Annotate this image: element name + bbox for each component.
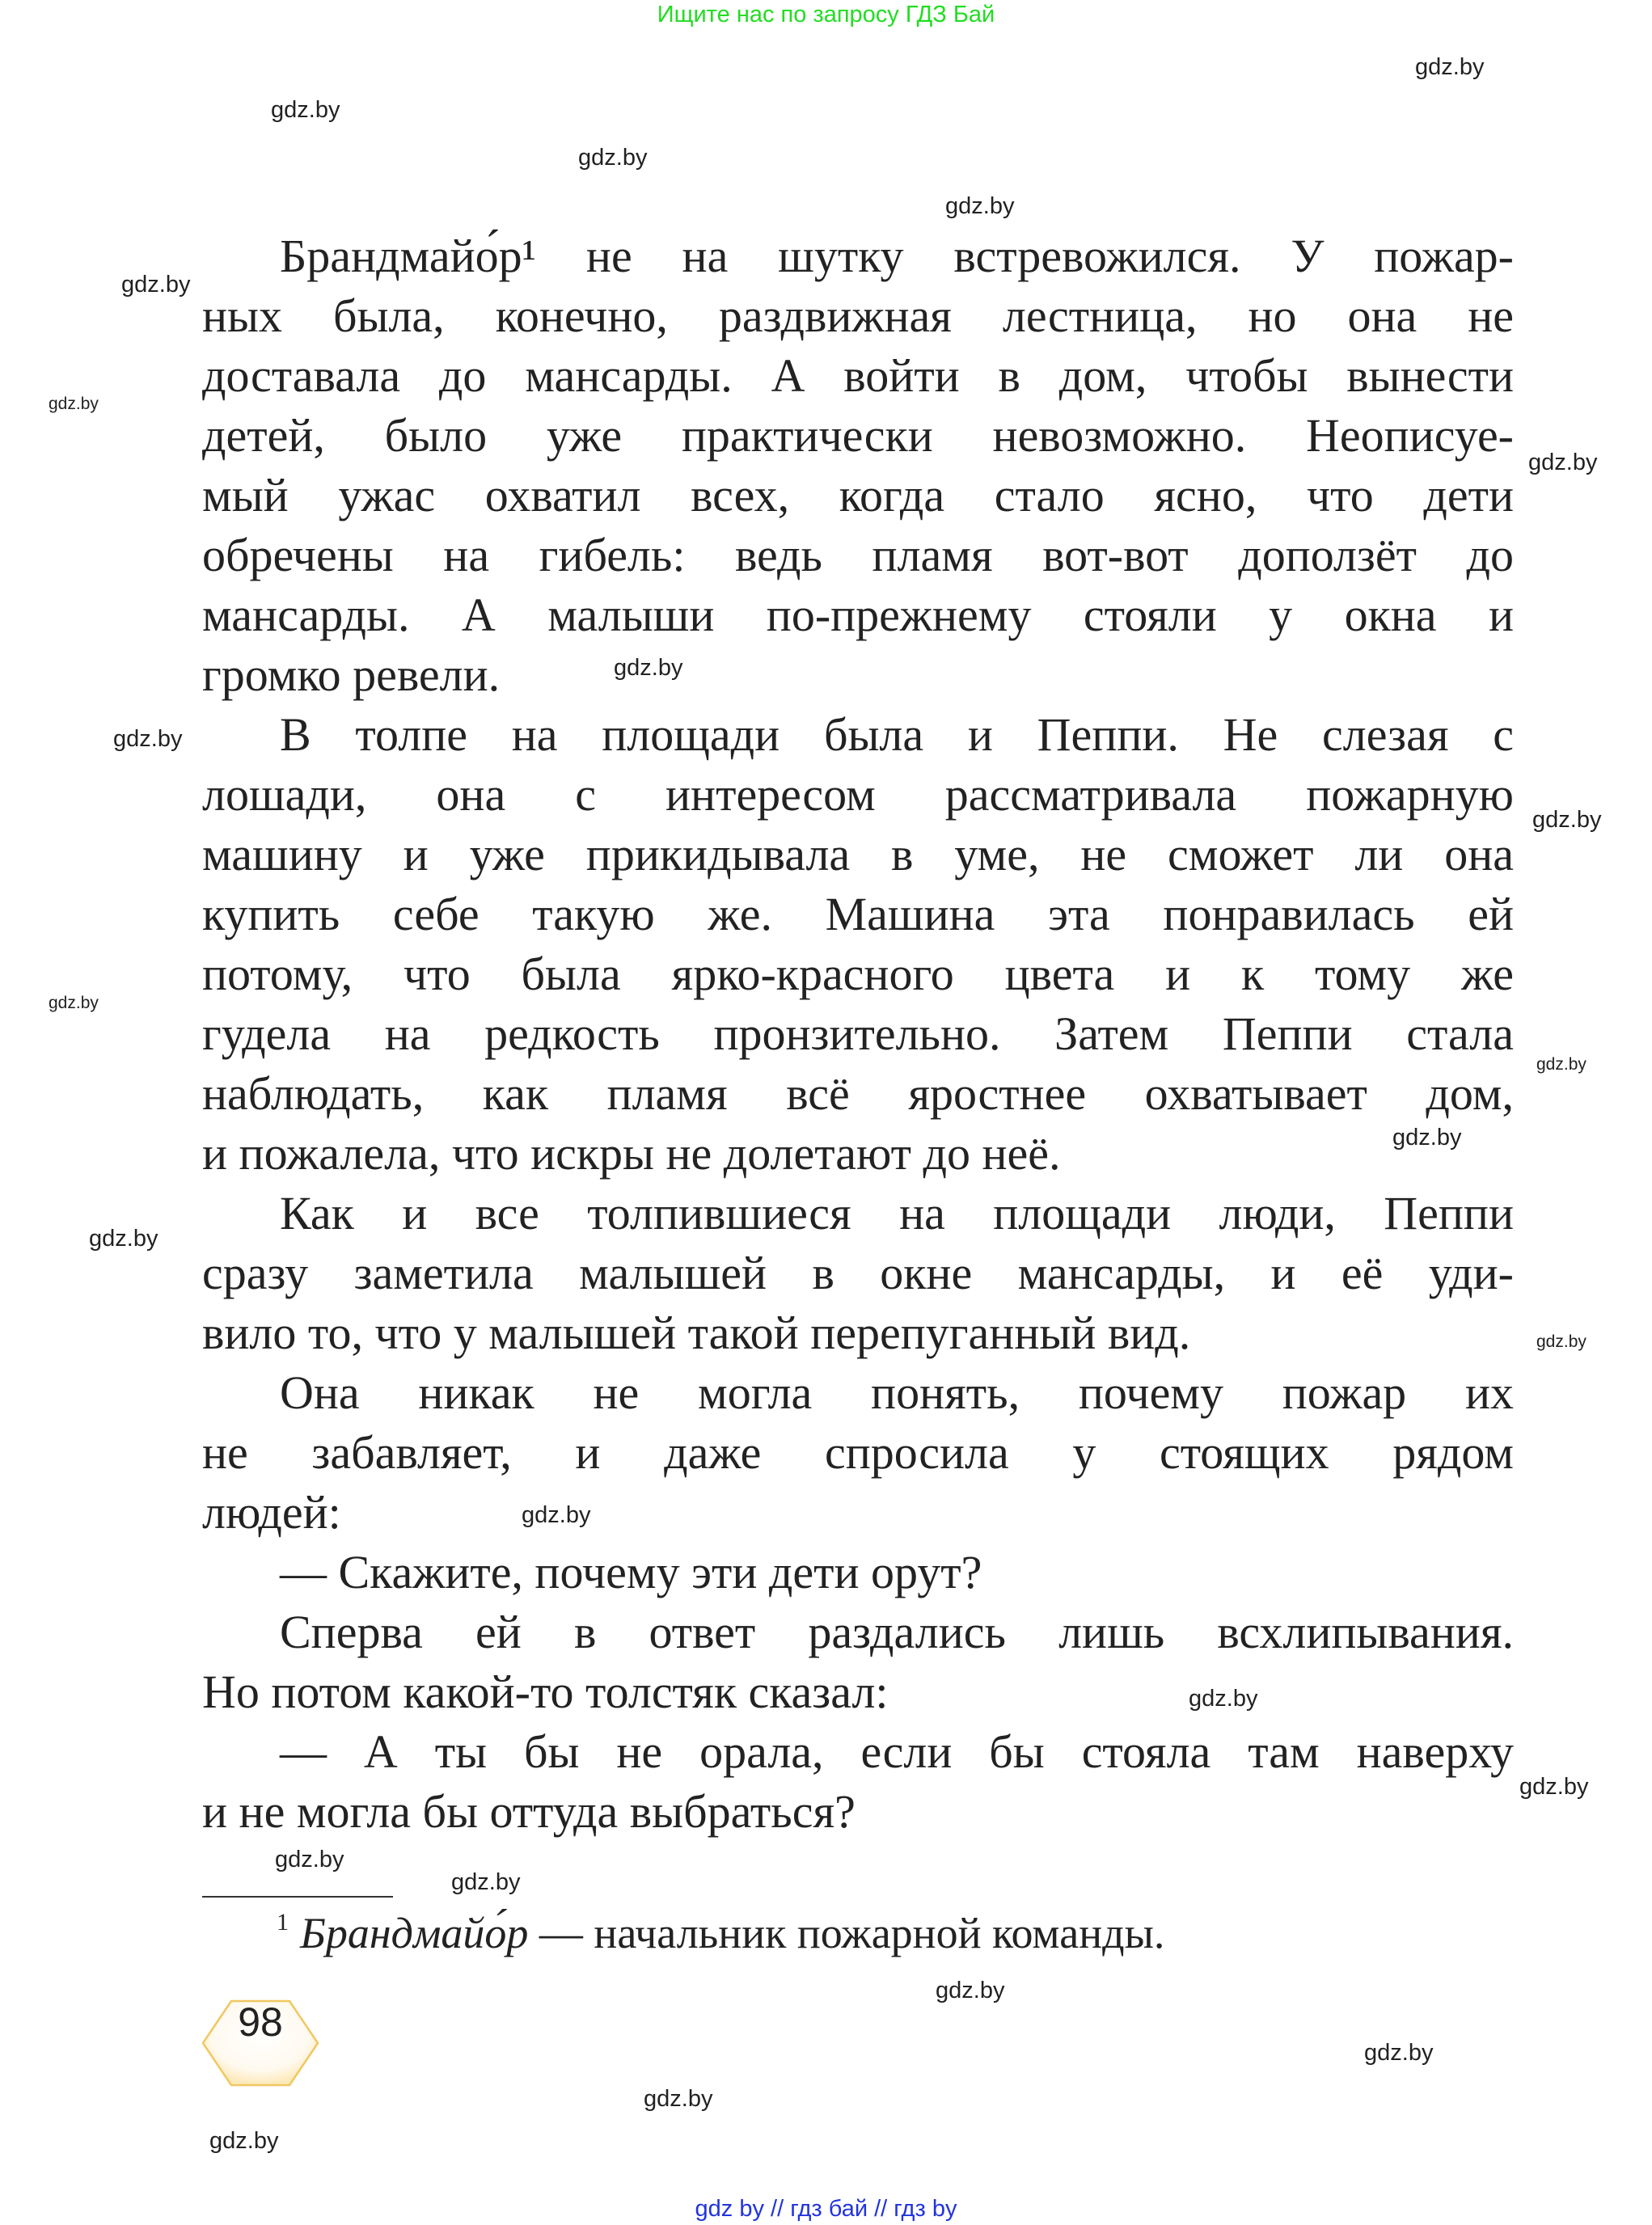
watermark: gdz.by <box>1519 1774 1589 1800</box>
text-line: и пожалела, что искры не долетают до неё. <box>202 1127 1061 1180</box>
text-line: Сперва ей в ответ раздались лишь всхлипывания. <box>280 1606 1514 1658</box>
watermark: gdz.by <box>1532 807 1602 833</box>
watermark: gdz.by <box>275 1847 344 1872</box>
text-line: людей: <box>202 1486 341 1539</box>
watermark: gdz.by <box>113 726 183 752</box>
text-line: мансарды. А малыши по-прежнему стояли у окна и <box>202 589 1514 641</box>
watermark: gdz.by <box>271 97 340 123</box>
text-line: В толпе на площади была и Пеппи. Не слезая с <box>280 708 1514 761</box>
text-line: машину и уже прикидывала в уме, не сможет ли она <box>202 828 1514 880</box>
text-line: — Скажите, почему эти дети орут? <box>280 1546 982 1598</box>
watermark: gdz.by <box>945 193 1015 219</box>
watermark: gdz.by <box>89 1226 158 1252</box>
text-line: вило то, что у малышей такой перепуганный вид. <box>202 1307 1191 1359</box>
text-line: лошади, она с интересом рассматривала пожарную <box>202 768 1514 821</box>
text-line: наблюдать, как пламя всё яростнее охватывает дом, <box>202 1067 1514 1120</box>
text-line: и не могла бы оттуда выбраться? <box>202 1785 856 1838</box>
text-line: потому, что была ярко-красного цвета и к тому же <box>202 948 1514 1000</box>
footnote-marker: 1 <box>277 1909 289 1936</box>
text-line: детей, было уже практически невозможно. Неописуе- <box>202 409 1514 462</box>
text-line: не забавляет, и даже спросила у стоящих рядом <box>202 1426 1514 1479</box>
watermark: gdz.by <box>451 1869 521 1895</box>
watermark: gdz.by <box>209 2128 279 2154</box>
bottom-banner[interactable]: gdz by // гдз бай // гдз by <box>695 2196 957 2222</box>
text-line: купить себе такую же. Машина эта понравилась ей <box>202 888 1514 940</box>
watermark: gdz.by <box>1189 1686 1258 1712</box>
page-number-badge <box>201 1999 320 2088</box>
footnote-divider <box>202 1896 393 1898</box>
text-line: обречены на гибель: ведь пламя вот-вот доползёт до <box>202 529 1514 581</box>
story-text <box>202 226 1514 1842</box>
text-line: — А ты бы не орала, если бы стояла там наверху <box>280 1725 1514 1778</box>
watermark: gdz.by <box>522 1502 591 1528</box>
watermark: gdz.by <box>1528 450 1598 475</box>
watermark: gdz.by <box>1536 1055 1587 1074</box>
text-line: ных была, конечно, раздвижная лестница, но она не <box>202 289 1514 342</box>
watermark: gdz.by <box>614 655 683 681</box>
text-line: громко ревели. <box>202 648 501 701</box>
watermark: gdz.by <box>1392 1125 1462 1150</box>
watermark: gdz.by <box>1415 54 1485 80</box>
text-line: Но потом какой-то толстяк сказал: <box>202 1666 889 1718</box>
footnote <box>277 1906 1164 1960</box>
text-line: доставала до мансарды. А войти в дом, чтобы вынести <box>202 349 1514 402</box>
text-line: сразу заметила малышей в окне мансарды, и её уди- <box>202 1247 1514 1299</box>
watermark: gdz.by <box>1364 2040 1434 2066</box>
watermark: gdz.by <box>1536 1332 1587 1351</box>
footnote-definition: — начальник пожарной команды. <box>528 1909 1165 1957</box>
watermark: gdz.by <box>121 272 191 298</box>
text-line: Она никак не могла понять, почему пожар их <box>280 1366 1514 1419</box>
watermark: gdz.by <box>936 1978 1005 2003</box>
text-line: мый ужас охватил всех, когда стало ясно, что дети <box>202 469 1514 521</box>
text-line: Брандмайо́р¹ не на шутку встревожился. У пожар- <box>280 230 1514 282</box>
top-banner[interactable]: Ищите нас по запросу ГДЗ Бай <box>657 2 995 27</box>
watermark: gdz.by <box>49 395 99 413</box>
page-number: 98 <box>238 1999 283 2045</box>
text-line: гудела на редкость пронзительно. Затем Пеппи стала <box>202 1007 1514 1060</box>
watermark: gdz.by <box>49 994 99 1012</box>
text-line: Как и все толпившиеся на площади люди, Пеппи <box>280 1187 1514 1239</box>
watermark: gdz.by <box>578 145 648 171</box>
footnote-term: Брандмайо́р <box>300 1909 529 1957</box>
watermark: gdz.by <box>644 2086 713 2112</box>
